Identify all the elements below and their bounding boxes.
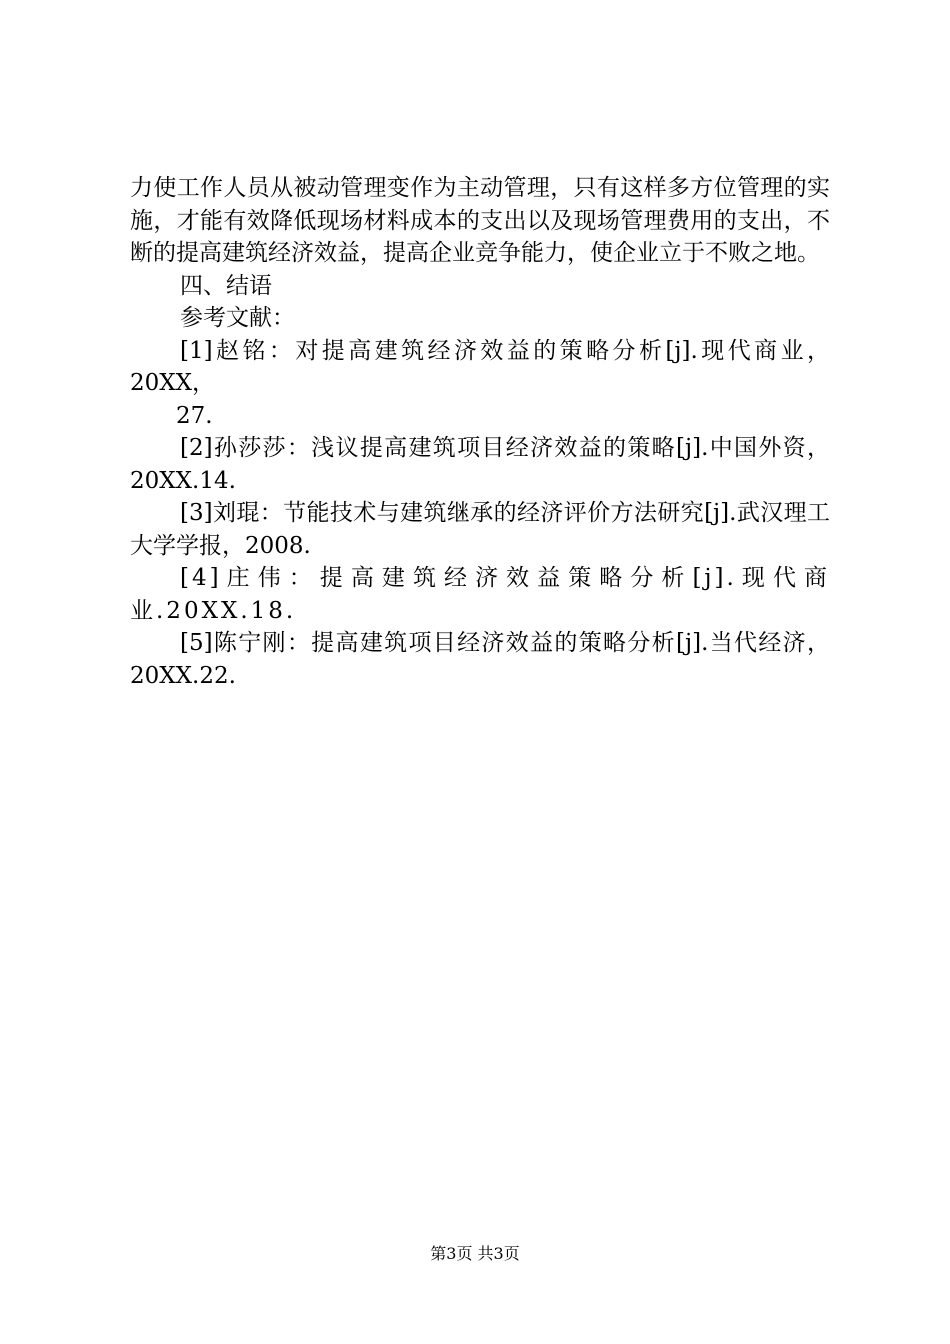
body-paragraph: 力使工作人员从被动管理变作为主动管理，只有这样多方位管理的实施，才能有效降低现场材料成本的支出以及现场管理费用的支出，不断的提高建筑经济效益，提高企业竞争能力，使企业立于不败之地。 — [130, 175, 830, 266]
reference-text: 27. — [176, 402, 213, 429]
reference-item-2: [2]孙莎莎：浅议提高建筑项目经济效益的策略[j].中国外资，20XX.14. — [130, 435, 830, 494]
page-footer: 第3页 共3页 — [430, 1244, 520, 1263]
reference-item-1 — [130, 335, 830, 400]
document-body — [130, 172, 830, 692]
reference-item-5: [5]陈宁刚：提高建筑项目经济效益的策略分析[j].当代经济，20XX.22. — [130, 630, 830, 689]
reference-item-1-continuation — [130, 400, 830, 433]
section-heading: 四、结语 — [180, 272, 272, 299]
reference-item-3: [3]刘琨：节能技术与建筑继承的经济评价方法研究[j].武汉理工大学学报，2008. — [130, 500, 830, 559]
references-heading: 参考文献： — [180, 305, 295, 331]
reference-list — [130, 335, 830, 693]
reference-text: [1]赵铭：对提高建筑经济效益的策略分析[j].现代商业，20XX， — [130, 337, 830, 396]
reference-item-4: [4]庄伟：提高建筑经济效益策略分析[j].现代商业.20XX.18. — [130, 565, 830, 624]
